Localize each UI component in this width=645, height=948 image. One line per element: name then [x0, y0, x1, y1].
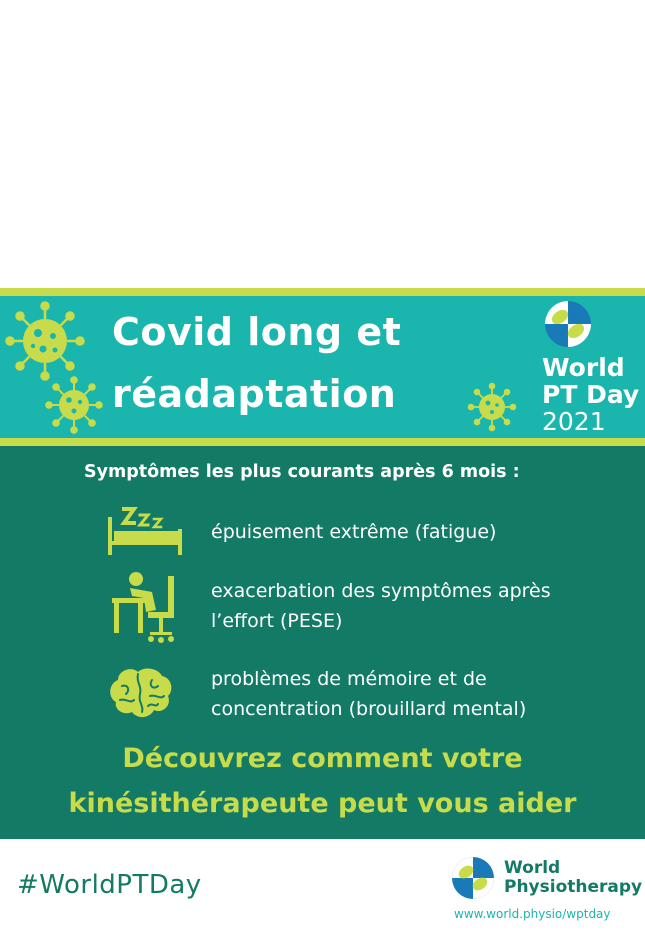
virus-icon	[44, 375, 104, 435]
symptoms-panel	[0, 446, 645, 839]
symptom-2-text-line2: l’effort (PESE)	[211, 610, 343, 632]
symptom-3-text-line2: concentration (brouillard mental)	[211, 698, 527, 720]
badge-pt-day: PT Day	[542, 380, 640, 409]
cta-line1: Découvrez comment votre	[122, 743, 523, 774]
banner-top-stripe	[0, 288, 645, 296]
brain-icon	[108, 666, 174, 720]
virus-icon	[467, 382, 517, 432]
symptom-2-text-line1: exacerbation des symptômes après	[211, 580, 551, 602]
symptom-1-text: épuisement extrême (fatigue)	[211, 521, 497, 543]
brand-physiotherapy: Physiotherapy	[504, 877, 643, 897]
exhausted-desk-icon	[110, 570, 186, 646]
sleeping-bed-icon	[106, 505, 186, 555]
website-link[interactable]: www.world.physio/wptday	[454, 907, 611, 921]
world-pt-day-logo-icon	[543, 299, 593, 349]
banner-title-line1: Covid long et	[112, 310, 402, 354]
world-physiotherapy-logo-icon	[450, 855, 496, 901]
hashtag: #WorldPTDay	[17, 870, 202, 900]
symptoms-heading: Symptômes les plus courants après 6 mois :	[84, 462, 520, 482]
symptom-3-text-line1: problèmes de mémoire et de	[211, 668, 487, 690]
banner-title-line2: réadaptation	[112, 372, 397, 416]
brand-world: World	[504, 858, 561, 878]
virus-icon	[4, 300, 86, 382]
banner-bottom-stripe	[0, 438, 645, 446]
badge-world: World	[542, 353, 625, 382]
badge-year: 2021	[542, 407, 606, 436]
blank-photo-area	[0, 0, 645, 288]
cta-line2: kinésithérapeute peut vous aider	[68, 788, 577, 819]
